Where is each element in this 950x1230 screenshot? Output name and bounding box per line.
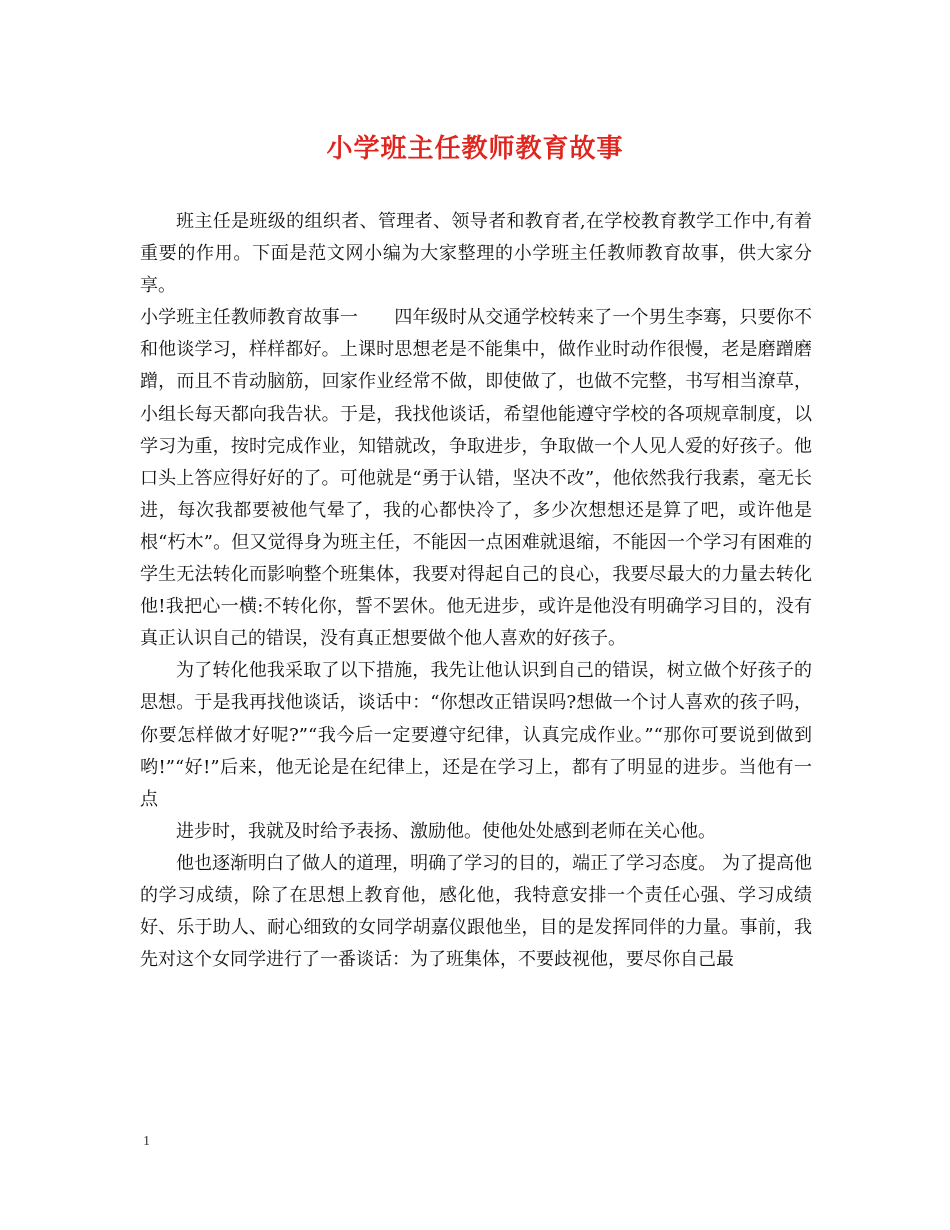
paragraph-praise: 进步时，我就及时给予表扬、激励他。使他处处感到老师在关心他。 (176, 820, 716, 842)
page-number: 1 (143, 1134, 150, 1149)
paragraph-story-one: 小学班主任教师教育故事一 四年级时从交通学校转来了一个男生李骞，只要你不和他谈学习，样样都好。上课时思想老是不能集中，做作业时动作很慢，老是磨蹭磨蹭，而且不肯动脑筋，回家作业经常不做，即使做了，也做不完整，书写相当潦草，小组长每天都向我告状。于是，我找他谈话，希望他能遵守学校的各项规章制度，以学习为重，按时完成作业，知错就改，争取进步，争取做一个人见人爱的好孩子。他口头上答应得好好的了。可他就是“勇于认错，坚决不改”，他依然我行我素，毫无长进，每次我都要被他气晕了，我的心都快冷了，多少次想想还是算了吧，或许他是根“朽木”。但又觉得身为班主任，不能因一点困难就退缩，不能因一个学习有困难的学生无法转化而影响整个班集体，我要对得起自己的良心，我要尽最大的力量去转化他!我把心一横:不转化你，誓不罢休。他无进步，或许是他没有明确学习目的，没有真正认识自己的错误，没有真正想要做个他人喜欢的好孩子。 (140, 307, 812, 650)
paragraph-progress: 他也逐渐明白了做人的道理，明确了学习的目的，端正了学习态度。 为了提高他的学习成绩，除了在思想上教育他，感化他，我特意安排一个责任心强、学习成绩好、乐于助人、耐心细致的女同学胡嘉仪跟他坐，目的是发挥同伴的力量。事前，我先对这个女同学进行了一番谈话：为了班集体，不要歧视他，要尽你自己最 (140, 852, 812, 971)
paragraph-intro: 班主任是班级的组织者、管理者、领导者和教育者,在学校教育教学工作中,有着重要的作用。下面是范文网小编为大家整理的小学班主任教师教育故事，供大家分享。 (140, 211, 812, 297)
paragraph-measures: 为了转化他我采取了以下措施，我先让他认识到自己的错误，树立做个好孩子的思想。于是我再找他谈话，谈话中：“你想改正错误吗?想做一个讨人喜欢的孩子吗，你要怎样做才好呢?”“我今后一定要遵守纪律，认真完成作业。”“那你可要说到做到哟!”“好!”后来，他无论是在纪律上，还是在学习上，都有了明显的进步。当他有一点 (140, 660, 812, 810)
document-title: 小学班主任教师教育故事 (326, 134, 624, 164)
document-body (140, 206, 812, 976)
